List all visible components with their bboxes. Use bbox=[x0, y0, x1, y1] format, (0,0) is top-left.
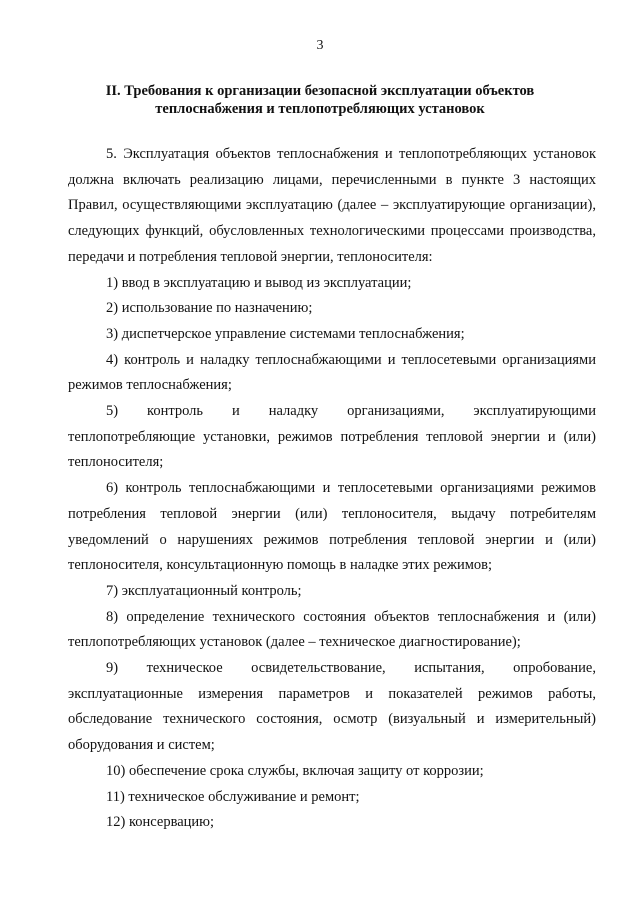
list-item-10: 10) обеспечение срока службы, включая защиту от коррозии; bbox=[106, 762, 484, 779]
list-item-6: 6) контроль теплоснабжающими и теплосетевыми организациями режимов потребления тепловой энергии (или) теплоносителя, выдачу потребителям уведомлений о нарушениях режимов потребления тепловой энергии и (или) теплоносителя, консультационную помощь в наладке этих режимов; bbox=[68, 480, 596, 574]
list-item-9: 9) техническое освидетельствование, испытания, опробование, эксплуатационные измерения параметров и показателей режимов работы, обследование технического состояния, осмотр (визуальный и измерительный) оборудования и систем; bbox=[68, 660, 596, 754]
list-item-1: 1) ввод в эксплуатацию и вывод из эксплуатации; bbox=[106, 274, 412, 291]
section-title-line-1: II. Требования к организации безопасной эксплуатации объектов bbox=[105, 83, 535, 99]
paragraph-item-5: 5. Эксплуатация объектов теплоснабжения и теплопотребляющих установок должна включать реализацию лицами, перечисленными в пункте 3 настоящих Правил, осуществляющими эксплуатацию (далее – эксплуатирующие организации), следующих функций, обусловленных технологическими процессами производства, передачи и потребления тепловой энергии, теплоносителя: bbox=[68, 146, 596, 265]
list-item-4: 4) контроль и наладку теплоснабжающими и теплосетевыми организациями режимов теплоснабжения; bbox=[68, 351, 596, 394]
list-item-5: 5) контроль и наладку организациями, эксплуатирующими теплопотребляющие установки, режимов потребления тепловой энергии и (или) теплоносителя; bbox=[68, 403, 596, 471]
list-item-2: 2) использование по назначению; bbox=[106, 300, 313, 317]
list-item-7: 7) эксплуатационный контроль; bbox=[106, 582, 302, 599]
page-number: 3 bbox=[316, 38, 324, 53]
list-item-11: 11) техническое обслуживание и ремонт; bbox=[106, 788, 360, 805]
list-item-8: 8) определение технического состояния объектов теплоснабжения и (или) теплопотребляющих установок (далее – техническое диагностирование); bbox=[68, 608, 596, 651]
list-item-3: 3) диспетчерское управление системами теплоснабжения; bbox=[106, 325, 465, 342]
list-item-12: 12) консервацию; bbox=[106, 814, 215, 831]
section-title-line-2: теплоснабжения и теплопотребляющих установок bbox=[155, 101, 485, 117]
section-title bbox=[60, 82, 580, 118]
document-body bbox=[68, 142, 596, 836]
